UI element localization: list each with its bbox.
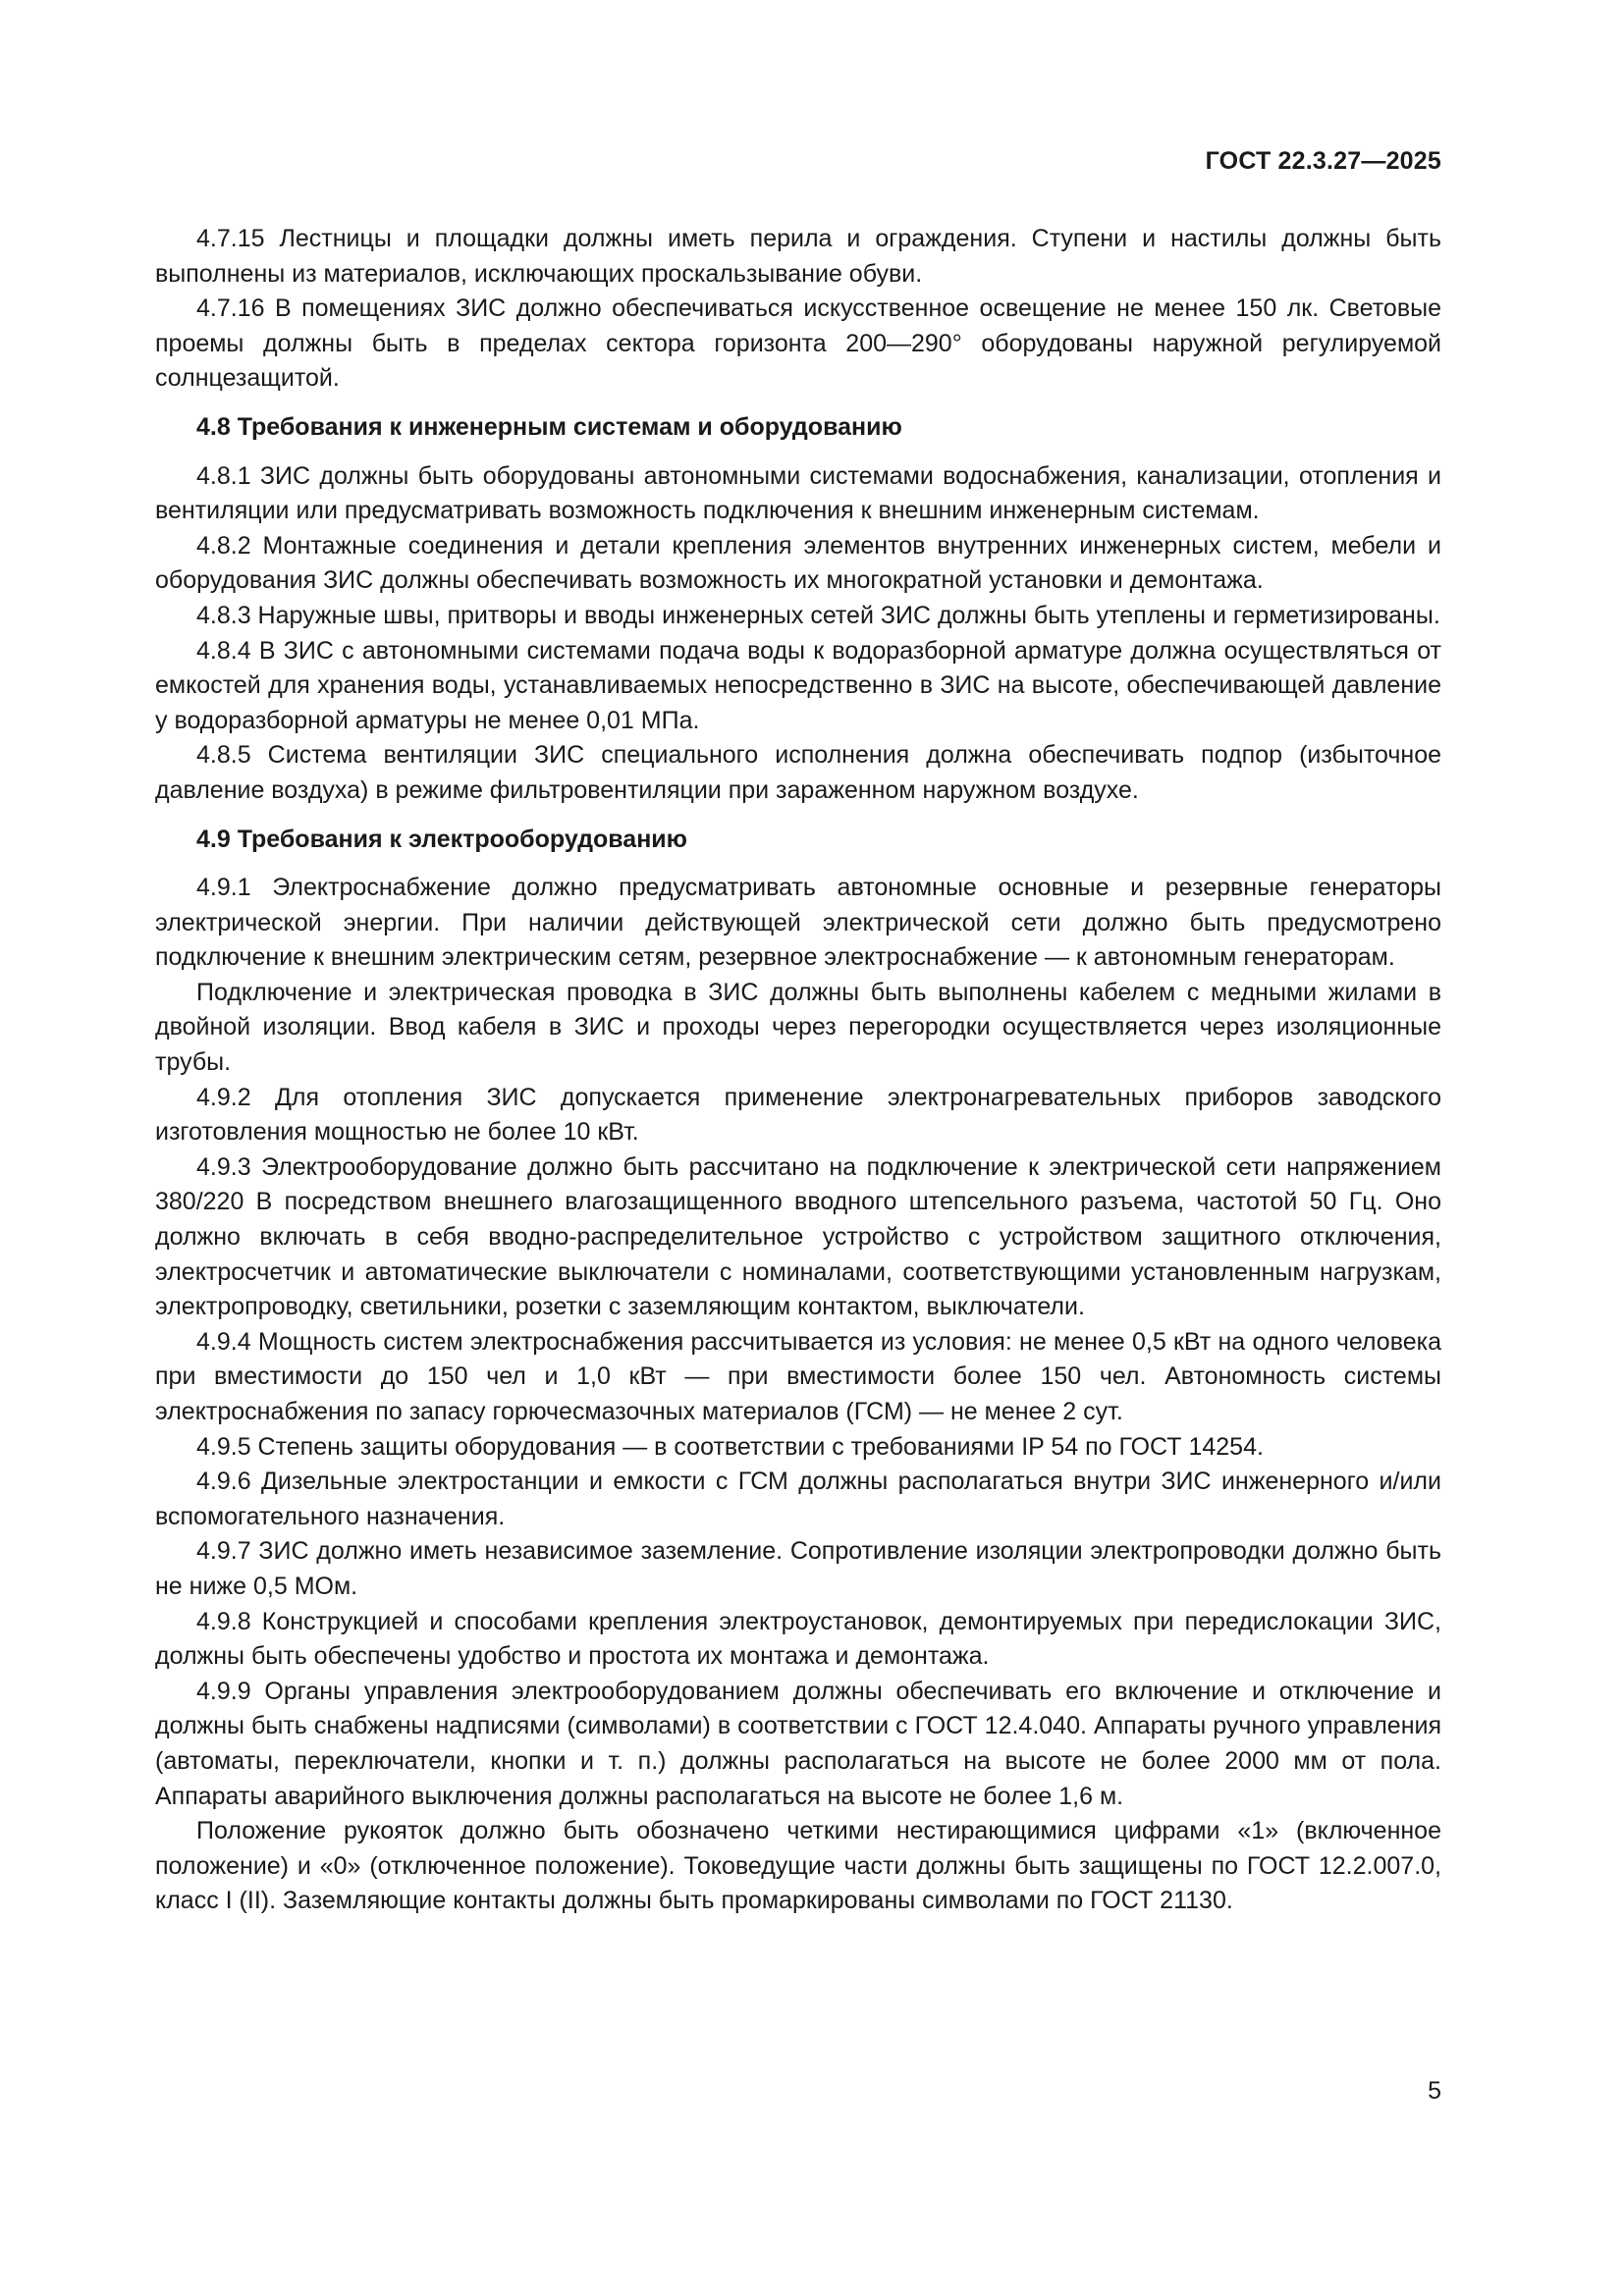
clause-4-9-6: 4.9.6 Дизельные электростанции и емкости с ГСМ должны располагаться внутри ЗИС инженерного и/или вспомогательного назначения. [155,1468,1441,1530]
page-number: 5 [1428,2077,1441,2105]
clause-4-9-9-continuation: Положение рукояток должно быть обозначено четкими нестирающимися цифрами «1» (включенное положение) и «0» (отключенное положение). Токоведущие части должны быть защищены по ГОСТ 12.2.007.0, класс I (II). Заземляющие контакты должны быть промаркированы символами по ГОСТ 21130. [155,1817,1441,1915]
clause-4-8-4: 4.8.4 В ЗИС с автономными системами подача воды к водоразборной арматуре должна осуществляться от емкостей для хранения воды, устанавливаемых непосредственно в ЗИС на высоте, обеспечивающей давление у водоразборной арматуры не менее 0,01 МПа. [155,636,1441,734]
section-heading-4-8: 4.8 Требования к инженерным системам и оборудованию [196,412,902,441]
clause-4-9-3: 4.9.3 Электрооборудование должно быть рассчитано на подключение к электрической сети напряжением 380/220 В посредством внешнего влагозащищенного вводного штепсельного разъема, частотой 50 Гц. Оно должно включать в себя вводно-распределительное устройство с устройством защитного отключения, электросчетчик и автоматические выключатели с номиналами, соответствующими установленным нагрузкам, электропроводку, светильники, розетки с заземляющим контактом, выключатели. [155,1152,1441,1321]
clause-4-9-4: 4.9.4 Мощность систем электроснабжения рассчитывается из условия: не менее 0,5 кВт на одного человека при вместимости до 150 чел и 1,0 кВт — при вместимости более 150 чел. Автономность системы электроснабжения по запасу горючесмазочных материалов (ГСМ) — не менее 2 сут. [155,1327,1441,1425]
clause-4-9-1-continuation: Подключение и электрическая проводка в ЗИС должны быть выполнены кабелем с медными жилами в двойной изоляции. Ввод кабеля в ЗИС и проходы через перегородки осуществляется через изоляционные трубы. [155,978,1441,1077]
clause-4-9-9: 4.9.9 Органы управления электрооборудованием должны обеспечивать его включение и отключение и должны быть снабжены надписями (символами) в соответствии с ГОСТ 12.4.040. Аппараты ручного управления (автоматы, переключатели, кнопки и т. п.) должны располагаться на высоте не более 2000 мм от пола. Аппараты аварийного выключения должны располагаться на высоте не более 1,6 м. [155,1677,1441,1810]
clause-4-9-1: 4.9.1 Электроснабжение должно предусматривать автономные основные и резервные генераторы электрической энергии. При наличии действующей электрической сети должно быть предусмотрено подключение к внешним электрическим сетям, резервное электроснабжение — к автономным генераторам. [155,874,1441,972]
clause-4-9-7: 4.9.7 ЗИС должно иметь независимое заземление. Сопротивление изоляции электропроводки должно быть не ниже 0,5 МОм. [155,1537,1441,1600]
clause-4-8-2: 4.8.2 Монтажные соединения и детали крепления элементов внутренних инженерных систем, мебели и оборудования ЗИС должны обеспечивать возможность их многократной установки и демонтажа. [155,531,1441,595]
section-heading-4-9: 4.9 Требования к электрооборудованию [196,825,688,853]
document-id-header: ГОСТ 22.3.27—2025 [1205,147,1441,175]
clause-4-9-2: 4.9.2 Для отопления ЗИС допускается применение электронагревательных приборов заводского изготовления мощностью не более 10 кВт. [155,1083,1441,1147]
clause-4-8-5: 4.8.5 Система вентиляции ЗИС специального исполнения должна обеспечивать подпор (избыточное давление воздуха) в режиме фильтровентиляции при зараженном наружном воздухе. [155,741,1441,804]
clause-4-9-5: 4.9.5 Степень защиты оборудования — в соответствии с требованиями IP 54 по ГОСТ 14254. [196,1432,1264,1461]
clause-4-8-1: 4.8.1 ЗИС должны быть оборудованы автономными системами водоснабжения, канализации, отопления и вентиляции или предусматривать возможность подключения к внешним инженерным системам. [155,461,1441,525]
clause-4-9-8: 4.9.8 Конструкцией и способами крепления электроустановок, демонтируемых при передислокации ЗИС, должны быть обеспечены удобство и простота их монтажа и демонтажа. [155,1607,1441,1671]
document-body [155,222,1441,1919]
clause-4-7-16: 4.7.16 В помещениях ЗИС должно обеспечиваться искусственное освещение не менее 150 лк. Световые проемы должны быть в пределах сектора горизонта 200—290° оборудованы наружной регулируемой солнцезащитой. [155,294,1441,393]
clause-4-8-3: 4.8.3 Наружные швы, притворы и вводы инженерных сетей ЗИС должны быть утеплены и герметизированы. [196,601,1440,629]
clause-4-7-15: 4.7.15 Лестницы и площадки должны иметь перила и ограждения. Ступени и настилы должны быть выполнены из материалов, исключающих проскальзывание обуви. [155,225,1441,288]
